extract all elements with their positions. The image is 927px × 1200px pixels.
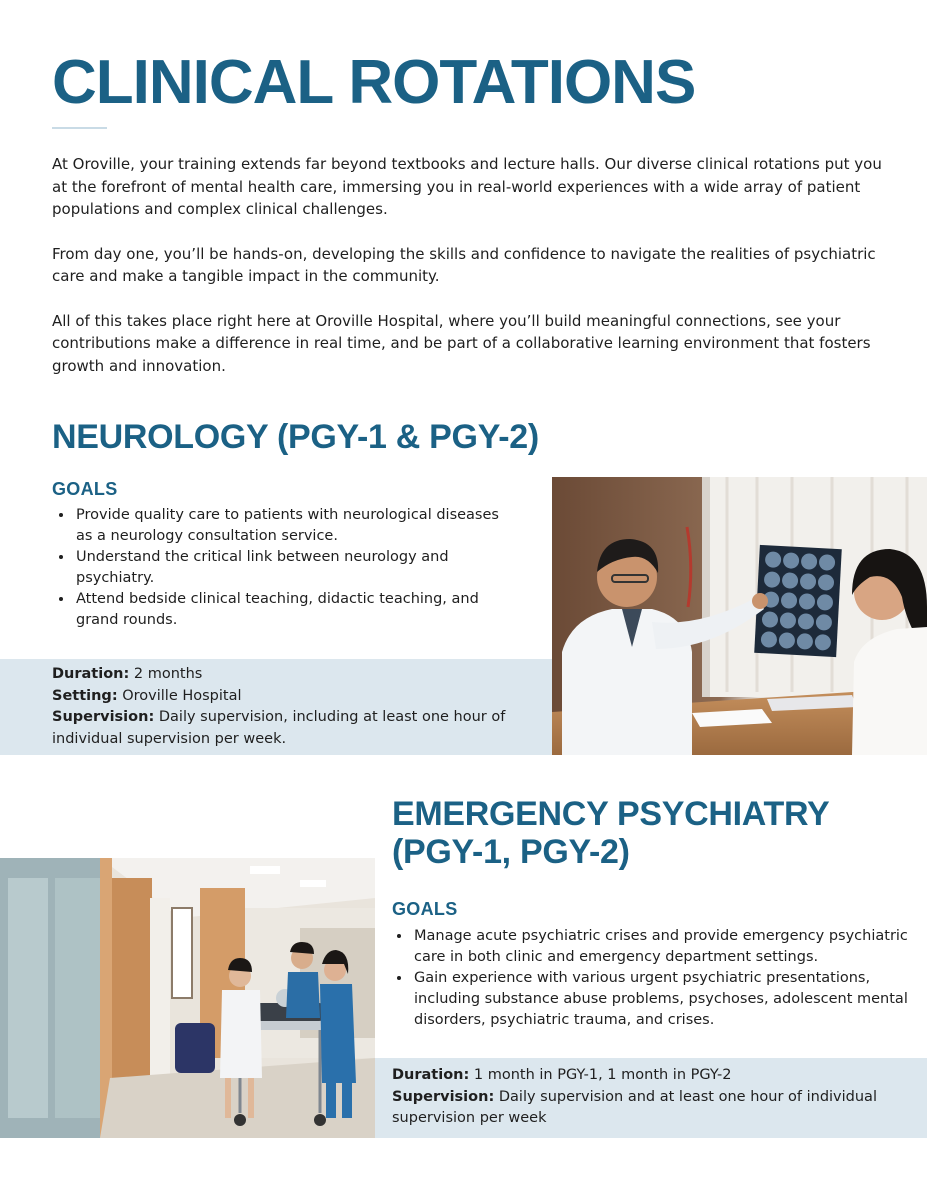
supervision-label: Supervision: [392,1088,495,1105]
duration-row [52,664,532,686]
title-underline [52,127,107,129]
duration-label: Duration: [392,1067,470,1083]
emergency-photo [0,858,375,1138]
goal-item: • Attend bedside clinical teaching, didactic teaching, and grand rounds. [74,589,519,631]
duration-value: 2 months [129,666,203,682]
emergency-title-line1: EMERGENCY PSYCHIATRY [392,795,830,833]
goal-item: • Understand the critical link between neurology and psychiatry. [74,547,519,589]
duration-value: 1 month in PGY-1, 1 month in PGY-2 [469,1067,732,1083]
neurology-details [52,664,532,750]
emergency-details [392,1065,892,1130]
setting-row [52,686,532,708]
emergency-title-line2: (PGY-1, PGY-2) [392,833,630,871]
intro-paragraph: All of this takes place right here at Oroville Hospital, where you’ll build meaningful connections, see your contributions make a difference in real time, and be part of a collaborative learning environment that fosters growth and innovation. [52,311,871,375]
emergency-goals-heading: GOALS [392,899,458,919]
emergency-title [392,795,829,871]
goal-item: • Provide quality care to patients with neurological diseases as a neurology consultation service. [74,505,519,547]
setting-label: Setting: [52,687,118,704]
neurology-goals-heading: GOALS [52,479,118,499]
neurology-title: NEUROLOGY (PGY-1 & PGY-2) [52,418,539,456]
intro-paragraph: From day one, you’ll be hands-on, developing the skills and confidence to navigate the realities of psychiatric care and make a tangible impact in the community. [52,244,876,285]
goal-item: • Gain experience with various urgent psychiatric presentations, including substance abuse problems, psychoses, adolescent mental disorders, psychiatric trauma, and crises. [412,968,922,1031]
intro-text [52,153,882,399]
intro-paragraph: At Oroville, your training extends far beyond textbooks and lecture halls. Our diverse clinical rotations put you at the forefront of mental health care, immersing you in real-world experiences with a wide array of patient populations and complex clinical challenges. [52,155,882,218]
page-title: CLINICAL ROTATIONS [52,48,696,117]
supervision-value: Daily supervision, including at least one hour of individual supervision per week. [52,709,506,747]
supervision-value: Daily supervision and at least one hour of individual supervision per week [392,1088,877,1126]
supervision-row [392,1087,892,1130]
emergency-goals-list [392,926,922,1031]
supervision-label: Supervision: [52,709,155,725]
duration-row [392,1065,892,1087]
supervision-row [52,707,532,750]
neurology-photo [552,477,927,755]
goal-item: • Manage acute psychiatric crises and provide emergency psychiatric care in both clinic and emergency department settings. [412,926,922,968]
setting-value: Oroville Hospital [117,687,242,704]
neurology-goals-list [54,505,519,631]
duration-label: Duration: [52,666,130,682]
